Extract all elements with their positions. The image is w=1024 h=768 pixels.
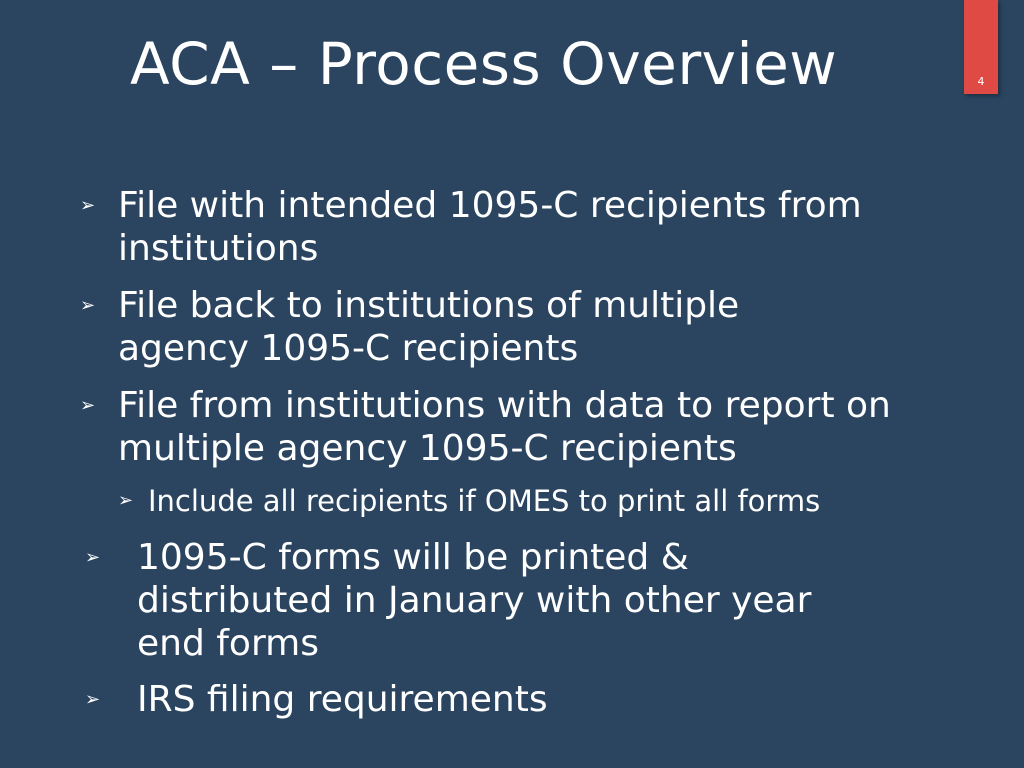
arrow-bullet-icon: ➢ [80,295,96,316]
bullet-line: 1095-C forms will be printed & [137,537,689,578]
bullet-line: distributed in January with other year [137,580,812,621]
bullet-line: File back to institutions of multiple [118,285,740,326]
bullet-item-5 [85,678,548,721]
arrow-bullet-icon: ➢ [80,395,96,416]
arrow-bullet-icon: ➢ [85,689,101,710]
page-number-tab [964,0,998,94]
bullet-item-2 [80,284,740,370]
bullet-line: File with intended 1095-C recipients from [118,185,862,226]
bullet-item-1 [80,184,862,270]
bullet-item-4 [85,536,812,665]
bullet-line: Include all recipients if OMES to print all forms [148,484,821,518]
bullet-line: IRS filing requirements [137,679,548,720]
bullet-line: multiple agency 1095-C recipients [118,428,737,469]
sub-bullet-item [118,484,821,518]
bullet-line: end forms [137,623,319,664]
arrow-bullet-icon: ➢ [85,547,101,568]
slide-title: ACA – Process Overview [130,30,838,98]
bullet-line: institutions [118,228,319,269]
bullet-item-3 [80,384,891,470]
bullet-line: File from institutions with data to report on [118,385,891,426]
page-number: 4 [977,75,985,88]
bullet-line: agency 1095-C recipients [118,328,579,369]
arrow-bullet-icon: ➢ [80,195,96,216]
arrow-bullet-icon: ➢ [118,490,134,511]
